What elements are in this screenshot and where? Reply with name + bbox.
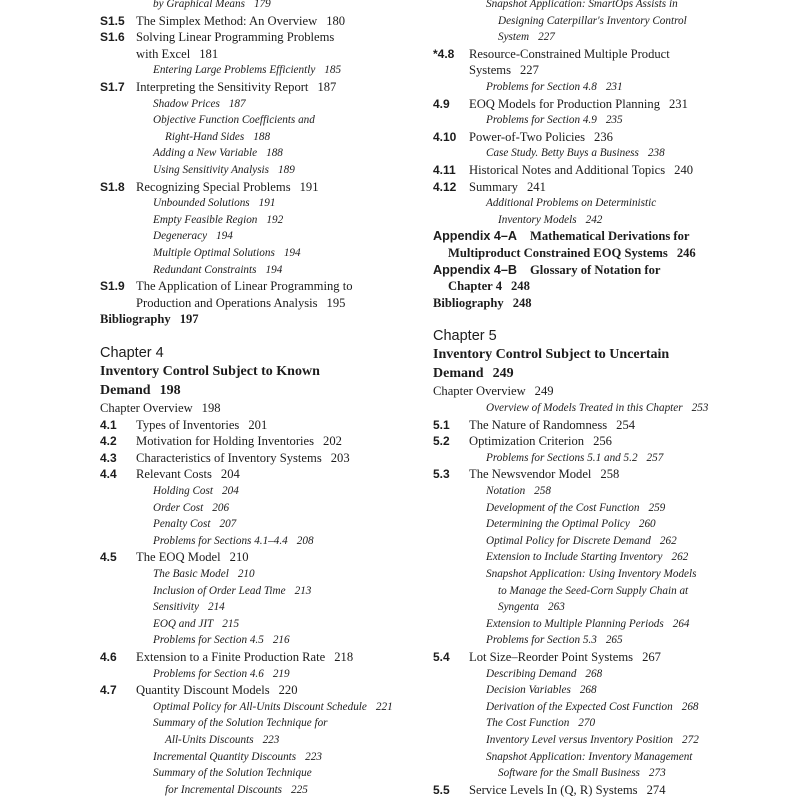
page-number: 194 xyxy=(265,263,283,276)
toc-subsection-entry xyxy=(486,195,656,211)
section-title-wrap xyxy=(136,433,342,449)
subsection-title: by Graphical Means xyxy=(153,0,245,10)
page-number: 198 xyxy=(201,401,221,415)
section-title-wrap xyxy=(469,782,665,798)
subsection-title: Empty Feasible Region xyxy=(153,213,258,226)
page-number: 249 xyxy=(534,384,554,399)
section-number: 4.3 xyxy=(100,450,117,465)
toc-subsection-entry xyxy=(486,0,678,12)
chapter-heading xyxy=(100,344,164,362)
toc-chapter-overview xyxy=(433,383,554,399)
toc-subsection-entry xyxy=(153,96,246,112)
page-number: 180 xyxy=(326,13,346,28)
page-number: 188 xyxy=(266,147,283,160)
page-number: 201 xyxy=(248,417,268,432)
toc-subsection-entry xyxy=(486,682,597,698)
subsection-title: Determining the Optimal Policy xyxy=(486,518,630,531)
subsection-title: Problems for Sections 4.1–4.4 xyxy=(153,534,288,547)
toc-subsection-entry xyxy=(153,632,290,648)
section-title: with Excel xyxy=(136,46,191,61)
subsection-title: Multiple Optimal Solutions xyxy=(153,247,275,259)
page-number: 215 xyxy=(222,617,240,630)
section-title-wrap xyxy=(136,278,353,294)
toc-subsection-entry xyxy=(486,699,699,715)
subsection-title: The Cost Function xyxy=(486,717,570,730)
page-number: 213 xyxy=(294,584,312,597)
section-number: S1.7 xyxy=(100,80,125,94)
toc-subsection-entry xyxy=(153,245,301,261)
section-title: Systems xyxy=(469,63,511,78)
section-title-wrap xyxy=(469,46,670,62)
page-number: 263 xyxy=(548,601,565,614)
appendix-title: Mathematical Derivations for xyxy=(529,229,690,244)
toc-subsection-entry xyxy=(153,262,282,278)
page-number: 268 xyxy=(681,700,699,713)
page-number: 225 xyxy=(291,783,308,796)
section-title-wrap xyxy=(469,162,693,178)
subsection-title: Problems for Section 4.6 xyxy=(153,667,264,680)
section-number: 5.1 xyxy=(433,417,450,432)
page-number: 256 xyxy=(593,434,612,449)
toc-bibliography-entry xyxy=(433,295,532,311)
subsection-title: Inclusion of Order Lead Time xyxy=(153,584,286,597)
page-number: 197 xyxy=(179,312,199,327)
subsection-title: Decision Variables xyxy=(486,684,571,697)
page-number: 272 xyxy=(682,734,699,746)
toc-section-continuation xyxy=(136,295,345,311)
subsection-title: for Incremental Discounts xyxy=(165,783,283,796)
section-title: Interpreting the Sensitivity Report xyxy=(136,80,309,94)
toc-appendix-entry xyxy=(433,228,689,244)
subsection-title: Snapshot Application: Using Inventory Models xyxy=(486,568,697,580)
page-number: 219 xyxy=(272,667,290,680)
section-number: 5.2 xyxy=(433,434,450,449)
page-number: 238 xyxy=(647,147,665,160)
chapter-title: Demand xyxy=(100,382,151,398)
page-number: 187 xyxy=(228,97,246,110)
toc-subsection-entry xyxy=(486,566,696,582)
page-number: 227 xyxy=(538,31,555,44)
toc-subsection-entry xyxy=(486,483,551,499)
toc-subsection-entry xyxy=(153,583,311,599)
toc-subsection-entry xyxy=(486,112,623,128)
section-title: Recognizing Special Problems xyxy=(136,179,291,194)
subsection-title: Describing Demand xyxy=(486,667,577,680)
toc-subsection-entry xyxy=(153,145,283,161)
section-title: Optimization Criterion xyxy=(469,434,585,449)
page-number: 270 xyxy=(578,717,596,730)
page-number: 248 xyxy=(511,279,530,294)
section-title: Lot Size–Reorder Point Systems xyxy=(469,650,634,664)
toc-subsection-entry xyxy=(153,62,341,78)
subsection-title: Problems for Section 4.9 xyxy=(486,114,597,127)
toc-section-continuation xyxy=(136,46,218,62)
section-number: 4.11 xyxy=(433,163,456,177)
toc-subsection-entry xyxy=(153,765,312,781)
page-number: 223 xyxy=(262,734,280,746)
page-number: 187 xyxy=(317,80,337,94)
page-number: 204 xyxy=(222,485,239,497)
page-number: 241 xyxy=(526,179,546,194)
chapter-title-line xyxy=(433,346,669,364)
bibliography-label: Bibliography xyxy=(433,295,504,310)
section-title-wrap xyxy=(469,433,612,449)
toc-subsection-entry xyxy=(153,0,271,12)
section-title-wrap xyxy=(469,179,546,195)
chapter-title: Inventory Control Subject to Uncertain xyxy=(433,347,670,363)
page-number: 202 xyxy=(323,434,342,449)
toc-subsection-entry xyxy=(486,616,690,632)
page-number: 242 xyxy=(585,213,603,226)
page-number: 274 xyxy=(646,782,666,797)
subsection-title: Snapshot Application: SmartOps Assists in xyxy=(486,0,678,10)
subsection-title: System xyxy=(498,31,530,44)
section-title-wrap xyxy=(136,466,240,482)
page-number: 249 xyxy=(492,365,514,381)
page-number: 248 xyxy=(512,295,532,310)
subsection-title: Penalty Cost xyxy=(153,518,211,531)
page-number: 194 xyxy=(216,230,233,243)
subsection-title: Notation xyxy=(486,485,526,497)
page-number: 185 xyxy=(324,64,342,77)
section-title-wrap xyxy=(136,29,334,45)
subsection-title: Case Study. Betty Buys a Business xyxy=(486,147,639,160)
subsection-title: Optimal Policy for All-Units Discount Schedule xyxy=(153,700,367,713)
section-title-wrap xyxy=(136,13,345,29)
toc-subsection-entry xyxy=(153,533,314,549)
subsection-title: Derivation of the Expected Cost Function xyxy=(486,700,673,713)
subsection-title: Problems for Section 4.5 xyxy=(153,634,264,647)
toc-subsection-entry xyxy=(498,13,687,29)
section-title: Power-of-Two Policies xyxy=(469,129,586,144)
subsection-title: Optimal Policy for Discrete Demand xyxy=(486,534,651,547)
appendix-label: Appendix 4–B xyxy=(433,262,517,277)
subsection-title: Order Cost xyxy=(153,501,204,514)
section-title-wrap xyxy=(469,466,619,482)
section-title: Historical Notes and Additional Topics xyxy=(469,163,666,177)
toc-subsection-entry xyxy=(486,450,663,466)
page-number: 259 xyxy=(648,501,666,514)
section-title-wrap xyxy=(136,79,336,95)
page-number: 223 xyxy=(305,750,322,763)
page-number: 220 xyxy=(278,683,298,698)
section-title-wrap xyxy=(469,417,635,433)
toc-subsection-entry xyxy=(153,195,275,211)
page-number: 191 xyxy=(258,197,276,210)
toc-subsection-entry xyxy=(486,732,699,748)
section-number: 5.4 xyxy=(433,650,450,664)
section-title: The Newsvendor Model xyxy=(469,467,592,482)
appendix-label: Appendix 4–A xyxy=(433,229,517,244)
toc-subsection-entry xyxy=(153,212,283,228)
chapter-overview-label: Chapter Overview xyxy=(100,401,193,415)
toc-subsection-entry xyxy=(486,79,623,95)
page-number: 181 xyxy=(199,46,219,61)
toc-subsection-entry xyxy=(486,715,595,731)
toc-subsection-entry xyxy=(153,516,236,532)
subsection-title: Adding a New Variable xyxy=(153,147,258,160)
section-title: Motivation for Holding Inventories xyxy=(136,434,315,449)
chapter-title-line xyxy=(100,363,320,381)
subsection-title: Problems for Section 4.8 xyxy=(486,81,597,93)
subsection-title: Holding Cost xyxy=(153,485,213,497)
page-number: 189 xyxy=(278,164,295,176)
toc-subsection-entry xyxy=(498,765,666,781)
subsection-title: Overview of Models Treated in this Chapter xyxy=(486,402,683,414)
subsection-title: Designing Caterpillar's Inventory Control xyxy=(498,14,687,27)
chapter-overview-label: Chapter Overview xyxy=(433,384,526,399)
page-number: 198 xyxy=(159,382,181,398)
toc-bibliography-entry xyxy=(100,311,199,327)
toc-subsection-entry xyxy=(498,212,602,228)
subsection-title: Inventory Models xyxy=(498,213,577,226)
toc-subsection-entry xyxy=(165,732,279,748)
subsection-title: Problems for Section 5.3 xyxy=(486,634,597,647)
toc-appendix-continuation xyxy=(448,278,530,294)
subsection-title: Extension to Include Starting Inventory xyxy=(486,551,663,564)
page-number: 216 xyxy=(272,634,290,647)
page-number: 235 xyxy=(605,114,623,127)
toc-subsection-entry xyxy=(153,483,239,499)
section-title: Types of Inventories xyxy=(136,417,240,432)
toc-subsection-entry xyxy=(486,145,665,161)
page-number: 195 xyxy=(326,295,346,310)
page-number: 240 xyxy=(674,163,694,177)
toc-section-continuation xyxy=(469,62,539,78)
section-number: 4.2 xyxy=(100,434,117,449)
page-number: 265 xyxy=(605,634,623,647)
subsection-title: to Manage the Seed-Corn Supply Chain at xyxy=(498,584,689,597)
chapter-label: Chapter 5 xyxy=(433,328,497,345)
appendix-title-wrap xyxy=(530,229,689,243)
section-title: Resource-Constrained Multiple Product xyxy=(469,46,670,61)
section-title: EOQ Models for Production Planning xyxy=(469,96,660,111)
chapter-title: Inventory Control Subject to Known xyxy=(100,364,320,379)
subsection-title: Shadow Prices xyxy=(153,97,220,110)
section-number: S1.5 xyxy=(100,13,125,28)
toc-subsection-entry xyxy=(153,162,295,178)
toc-subsection-entry xyxy=(498,583,688,599)
page-number: 262 xyxy=(671,551,689,564)
page-number: 253 xyxy=(691,402,709,414)
toc-subsection-entry xyxy=(498,599,565,615)
chapter-label: Chapter 4 xyxy=(100,345,164,361)
toc-subsection-entry xyxy=(153,228,233,244)
section-number: 4.5 xyxy=(100,550,117,565)
toc-subsection-entry xyxy=(486,666,602,682)
page-number: 258 xyxy=(600,467,620,482)
section-title-wrap xyxy=(469,96,688,112)
toc-subsection-entry xyxy=(486,749,692,765)
page-number: 214 xyxy=(207,601,225,614)
toc-subsection-entry xyxy=(153,699,393,715)
subsection-title: Inventory Level versus Inventory Position xyxy=(486,734,674,746)
toc-subsection-entry xyxy=(153,566,255,582)
toc-subsection-entry xyxy=(153,500,229,516)
page-number: 188 xyxy=(253,130,271,143)
subsection-title: All-Units Discounts xyxy=(165,734,254,746)
chapter-title-line xyxy=(433,365,514,383)
section-number: 4.4 xyxy=(100,467,117,482)
subsection-title: Snapshot Application: Inventory Management xyxy=(486,750,693,763)
subsection-title: Using Sensitivity Analysis xyxy=(153,164,270,176)
page-number: 231 xyxy=(669,96,688,111)
subsection-title: Problems for Sections 5.1 and 5.2 xyxy=(486,451,638,464)
toc-subsection-entry xyxy=(486,632,623,648)
subsection-title: Software for the Small Business xyxy=(498,767,640,780)
chapter-title: Demand xyxy=(433,365,484,381)
page-number: 194 xyxy=(283,247,301,259)
subsection-title: Sensitivity xyxy=(153,601,199,614)
section-title: Summary xyxy=(469,179,518,194)
appendix-title: Glossary of Notation for xyxy=(529,262,661,277)
subsection-title: Summary of the Solution Technique xyxy=(153,767,312,780)
page-number: 210 xyxy=(237,568,255,580)
toc-subsection-entry xyxy=(486,500,665,516)
page-number: 264 xyxy=(672,617,690,630)
toc-subsection-entry xyxy=(153,666,290,682)
appendix-title: Chapter 4 xyxy=(448,279,502,294)
subsection-title: Extension to Multiple Planning Periods xyxy=(486,617,664,630)
page-number: 260 xyxy=(638,518,656,531)
page-number: 206 xyxy=(212,501,230,514)
chapter-title-line xyxy=(100,382,181,400)
section-title-wrap xyxy=(136,549,249,565)
subsection-title: EOQ and JIT xyxy=(153,617,214,630)
section-title: The EOQ Model xyxy=(136,550,221,565)
page-number: 204 xyxy=(220,467,240,482)
section-number: 5.5 xyxy=(433,782,450,797)
section-title: Production and Operations Analysis xyxy=(136,295,318,310)
page-number: 203 xyxy=(330,450,350,465)
toc-subsection-entry xyxy=(153,749,322,765)
section-title: Solving Linear Programming Problems xyxy=(136,30,335,45)
section-title-wrap xyxy=(136,649,353,665)
page-number: 268 xyxy=(579,684,597,697)
section-number: S1.9 xyxy=(100,279,125,294)
toc-subsection-entry xyxy=(153,616,239,632)
toc-subsection-entry xyxy=(498,29,555,45)
subsection-title: Entering Large Problems Efficiently xyxy=(153,64,316,77)
section-title: Quantity Discount Models xyxy=(136,683,270,698)
section-title: Characteristics of Inventory Systems xyxy=(136,450,322,465)
section-title: The Nature of Randomness xyxy=(469,417,608,432)
section-number: 4.10 xyxy=(433,129,457,144)
subsection-title: Degeneracy xyxy=(153,230,208,243)
page-number: 179 xyxy=(253,0,271,10)
appendix-title-wrap xyxy=(530,263,660,277)
page-number: 267 xyxy=(642,650,661,664)
subsection-title: Summary of the Solution Technique for xyxy=(153,717,328,730)
subsection-title: Additional Problems on Deterministic xyxy=(486,197,657,210)
toc-chapter-overview xyxy=(100,400,221,416)
subsection-title: Development of the Cost Function xyxy=(486,501,640,514)
page-number: 268 xyxy=(585,667,603,680)
subsection-title: The Basic Model xyxy=(153,568,229,580)
section-number: 4.6 xyxy=(100,650,117,664)
page-number: 236 xyxy=(594,129,613,144)
subsection-title: Unbounded Solutions xyxy=(153,197,250,210)
section-title-wrap xyxy=(469,129,613,145)
section-title: Service Levels In (Q, R) Systems xyxy=(469,782,638,797)
page-number: 210 xyxy=(229,550,249,565)
section-title-wrap xyxy=(136,417,267,433)
page-number: 192 xyxy=(266,213,284,226)
page-number: 258 xyxy=(534,485,551,497)
page-number: 208 xyxy=(296,534,314,547)
section-number: 4.7 xyxy=(100,683,117,698)
section-title: Relevant Costs xyxy=(136,467,212,482)
page-number: 257 xyxy=(646,451,664,464)
section-title: The Application of Linear Programming to xyxy=(136,279,353,294)
toc-subsection-entry xyxy=(165,129,270,145)
section-number: 5.3 xyxy=(433,467,450,482)
page-number: 207 xyxy=(219,518,237,531)
toc-subsection-entry xyxy=(486,549,688,565)
section-number: S1.8 xyxy=(100,179,125,194)
appendix-title: Multiproduct Constrained EOQ Systems xyxy=(448,246,668,260)
section-number: S1.6 xyxy=(100,30,125,45)
section-number: 4.1 xyxy=(100,417,117,432)
subsection-title: Incremental Quantity Discounts xyxy=(153,750,297,763)
subsection-title: Right-Hand Sides xyxy=(165,130,245,143)
section-title: The Simplex Method: An Overview xyxy=(136,13,318,28)
section-title-wrap xyxy=(469,649,661,665)
section-title: Extension to a Finite Production Rate xyxy=(136,650,326,664)
toc-subsection-entry xyxy=(153,112,315,128)
page-number: 273 xyxy=(648,767,666,780)
toc-subsection-entry xyxy=(486,516,656,532)
toc-appendix-entry xyxy=(433,262,660,278)
page-number: 227 xyxy=(520,63,539,78)
subsection-title: Objective Function Coefficients and xyxy=(153,114,315,127)
toc-subsection-entry xyxy=(153,715,328,731)
section-title-wrap xyxy=(136,682,298,698)
toc-subsection-entry xyxy=(486,400,708,416)
section-number: 4.12 xyxy=(433,179,457,194)
toc-subsection-entry xyxy=(486,533,677,549)
page-number: 218 xyxy=(334,650,354,664)
chapter-heading xyxy=(433,327,497,345)
page-number: 231 xyxy=(605,81,623,93)
page-number: 254 xyxy=(616,417,636,432)
bibliography-label: Bibliography xyxy=(100,312,171,327)
page-number: 221 xyxy=(375,700,393,713)
page-number: 262 xyxy=(659,534,677,547)
section-title-wrap xyxy=(136,179,318,195)
section-title-wrap xyxy=(136,450,350,466)
subsection-title: Redundant Constraints xyxy=(153,263,257,276)
subsection-title: Syngenta xyxy=(498,601,540,614)
toc-subsection-entry xyxy=(165,782,308,798)
section-number: *4.8 xyxy=(433,46,455,61)
toc-subsection-entry xyxy=(153,599,225,615)
section-number: 4.9 xyxy=(433,96,450,111)
toc-appendix-continuation xyxy=(448,245,696,261)
page-number: 246 xyxy=(676,246,696,260)
page-number: 191 xyxy=(299,179,319,194)
